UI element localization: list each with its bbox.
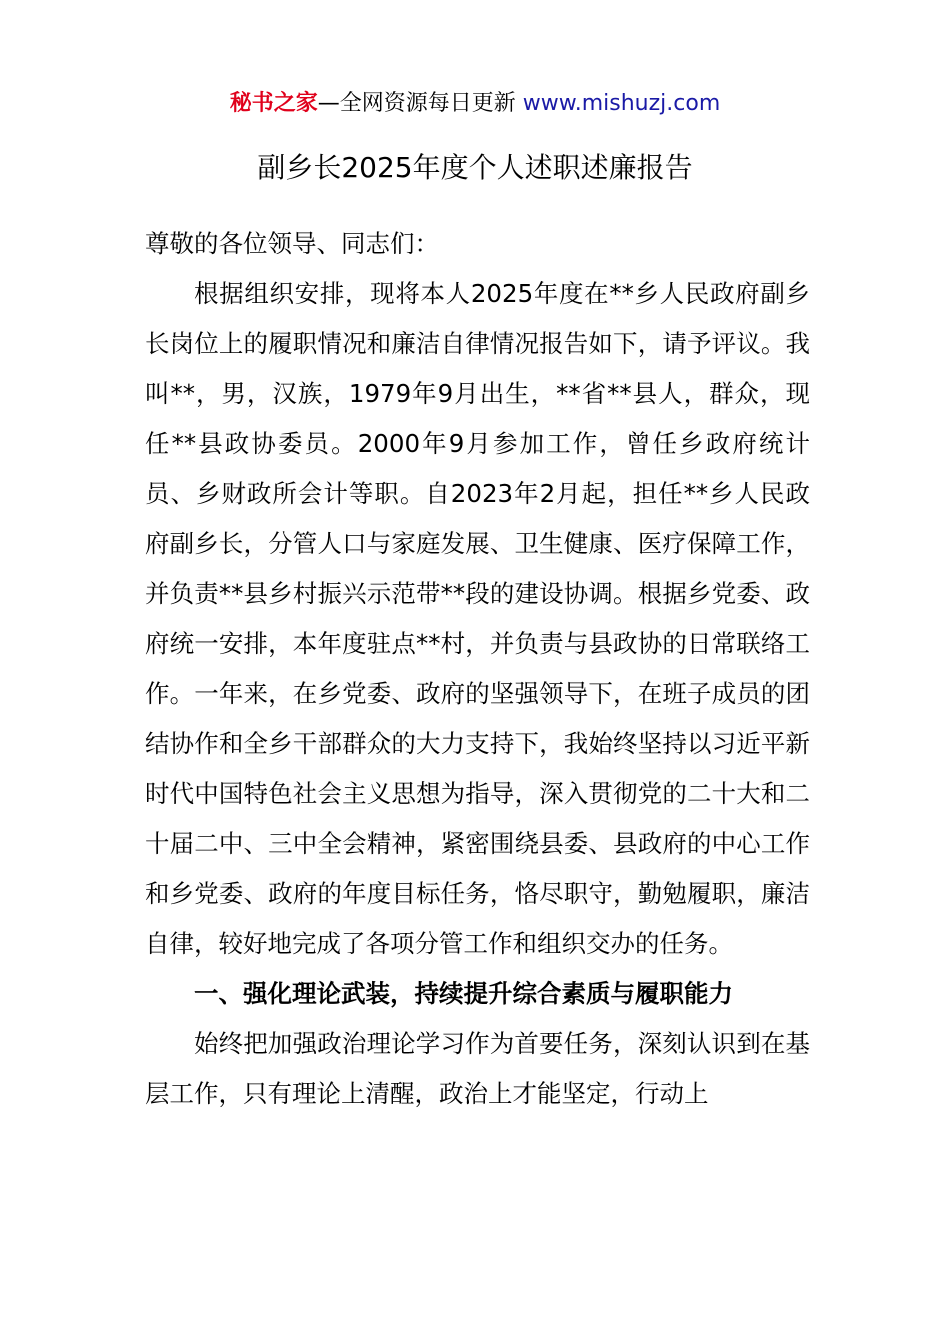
site-url-link[interactable]: www.mishuzj.com	[522, 91, 721, 116]
document-body	[145, 219, 810, 1119]
site-brand: 秘书之家	[229, 91, 318, 116]
site-tagline: —全网资源每日更新	[317, 91, 523, 116]
paragraph-2: 始终把加强政治理论学习作为首要任务，深刻认识到在基层工作，只有理论上清醒，政治上才能坚定，行动上	[145, 1029, 810, 1108]
document-title: 副乡长2025年度个人述职述廉报告	[257, 151, 693, 184]
greeting: 尊敬的各位领导、同志们：	[145, 229, 439, 258]
section-heading-1: 一、强化理论武装，持续提升综合素质与履职能力	[194, 979, 733, 1008]
paragraph-1: 根据组织安排，现将本人2025年度在**乡人民政府副乡长岗位上的履职情况和廉洁自律情况报告如下，请予评议。我叫**，男，汉族，1979年9月出生，**省**县人，群众，现任**县政协委员。2000年9月参加工作，曾任乡政府统计员、乡财政所会计等职。自2023年2月起，担任**乡人民政府副乡长，分管人口与家庭发展、卫生健康、医疗保障工作，并负责**县乡村振兴示范带**段的建设协调。根据乡党委、政府统一安排，本年度驻点**村，并负责与县政协的日常联络工作。一年来，在乡党委、政府的坚强领导下，在班子成员的团结协作和全乡干部群众的大力支持下，我始终坚持以习近平新时代中国特色社会主义思想为指导，深入贯彻党的二十大和二十届二中、三中全会精神，紧密围绕县委、县政府的中心工作和乡党委、政府的年度目标任务，恪尽职守，勤勉履职，廉洁自律，较好地完成了各项分管工作和组织交办的任务。	[145, 279, 810, 958]
site-header	[0, 88, 950, 120]
